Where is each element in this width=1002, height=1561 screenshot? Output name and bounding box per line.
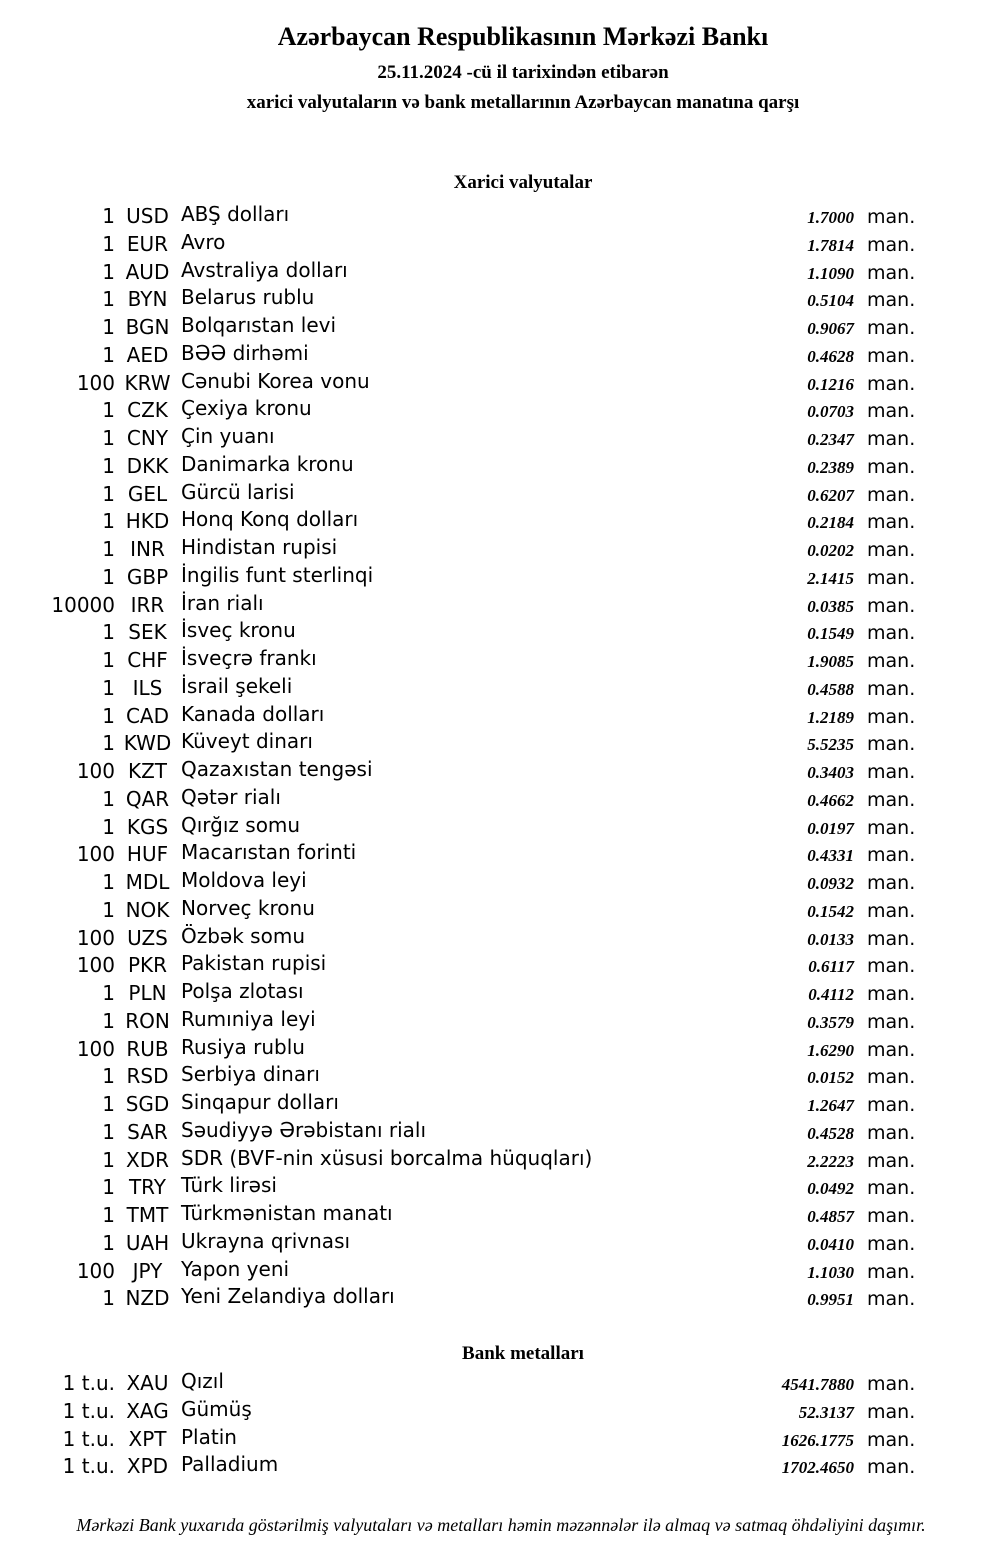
rate-value: 1.9085 [807, 652, 854, 671]
metals-table [0, 1370, 1002, 1481]
unit-label: man. [867, 344, 916, 367]
currency-name: Qazaxıstan tengəsi [181, 757, 373, 781]
rate-value: 1.2189 [807, 707, 854, 727]
metal-code: XAG [126, 1398, 169, 1423]
table-row [0, 758, 1002, 786]
rate-value: 1.6290 [807, 1040, 854, 1060]
currency-name: Honq Konq dolları [181, 507, 359, 532]
metal-name: Qızıl [181, 1369, 224, 1393]
rate-value: 1.2647 [807, 1096, 854, 1115]
metals-section-title: Bank metalları [462, 1343, 584, 1364]
unit-label: man. [867, 566, 916, 589]
currency-name: Ukrayna qrivnası [181, 1228, 351, 1253]
table-row [0, 952, 1002, 980]
currency-code: ILS [132, 675, 163, 700]
metal-code: XPT [128, 1426, 167, 1451]
page-subtitle: xarici valyutaların və bank metallarının Azərbaycan manatına qarşı [246, 92, 800, 113]
currency-name: Kanada dolları [181, 701, 325, 726]
currency-name: Polşa zlotası [181, 979, 304, 1003]
rate-value: 0.0410 [807, 1234, 854, 1254]
rate-value: 0.1216 [807, 374, 854, 394]
table-row [0, 897, 1002, 925]
table-row [0, 814, 1002, 842]
currency-name: SDR (BVF-nin xüsusi borcalma hüquqları) [181, 1145, 593, 1170]
quantity-cell: 1 [102, 1230, 115, 1255]
rate-value: 0.4857 [807, 1207, 854, 1226]
rate-value: 0.0133 [807, 929, 854, 949]
quantity-cell: 1 [102, 453, 115, 478]
unit-label: man. [867, 539, 916, 561]
currency-name: Moldova leyi [181, 868, 307, 892]
currency-name: Çexiya kronu [181, 396, 312, 421]
currency-name: Çin yuanı [181, 424, 275, 448]
currency-name: Hindistan rupisi [181, 535, 338, 559]
metal-code: XAU [126, 1371, 169, 1395]
quantity-cell: 1 [102, 1286, 115, 1311]
table-row [0, 481, 1002, 509]
unit-label: man. [867, 1428, 916, 1451]
quantity-cell: 100 [76, 759, 115, 783]
currency-name: Yapon yeni [181, 1256, 290, 1281]
currency-code: GBP [126, 564, 169, 589]
table-row [0, 203, 1002, 231]
quantity-cell: 1 [102, 675, 115, 700]
table-row [0, 1036, 1002, 1064]
rate-value: 0.0492 [807, 1179, 854, 1199]
quantity-cell: 1 [102, 564, 115, 589]
rate-value: 0.9951 [807, 1290, 854, 1310]
unit-label: man. [867, 761, 916, 783]
quantity-cell: 1 [102, 231, 115, 256]
currency-name: Norveç kronu [181, 895, 315, 920]
currency-code: TRY [128, 1175, 167, 1200]
table-row [0, 841, 1002, 869]
table-row [0, 1147, 1002, 1175]
rate-value: 0.0197 [807, 818, 854, 838]
quantity-cell: 1 [102, 398, 115, 423]
currency-code: INR [130, 537, 165, 561]
currency-code: HUF [126, 842, 169, 867]
table-row [0, 1258, 1002, 1286]
table-row [0, 869, 1002, 897]
rate-value: 1.1090 [807, 263, 854, 283]
rate-value: 1.1030 [807, 1262, 854, 1282]
table-row [0, 508, 1002, 536]
unit-label: man. [867, 677, 916, 700]
unit-label: man. [867, 733, 916, 756]
unit-label: man. [867, 233, 916, 256]
quantity-cell: 10000 [51, 592, 115, 617]
rate-value: 0.4628 [807, 346, 854, 366]
table-row [0, 1008, 1002, 1036]
table-row [0, 1091, 1002, 1119]
quantity-cell: 1 [102, 342, 115, 367]
quantity-cell: 1 [102, 703, 115, 728]
currency-name: Səudiyyə Ərəbistanı rialı [181, 1117, 427, 1142]
rate-value: 0.4662 [807, 790, 854, 810]
table-row [0, 1174, 1002, 1202]
rate-value: 0.0932 [807, 874, 854, 893]
rate-value: 0.2389 [807, 457, 854, 477]
currency-name: Rusiya rublu [181, 1034, 305, 1059]
unit-label: man. [867, 1094, 916, 1116]
unit-label: man. [867, 983, 916, 1005]
currency-name: Pakistan rupisi [181, 951, 327, 976]
rate-value: 0.2347 [807, 430, 854, 449]
table-row [0, 703, 1002, 731]
unit-label: man. [867, 206, 916, 228]
unit-label: man. [867, 1149, 916, 1172]
currency-name: Serbiya dinarı [181, 1062, 320, 1087]
unit-label: man. [867, 844, 916, 867]
table-row [0, 1285, 1002, 1313]
rate-value: 0.6207 [807, 485, 854, 505]
rate-value: 4541.7880 [781, 1375, 854, 1394]
currency-name: Yeni Zelandiya dolları [181, 1284, 395, 1309]
quantity-cell: 1 [102, 1147, 115, 1172]
rate-value: 0.4588 [807, 679, 854, 699]
quantity-cell: 100 [76, 842, 115, 867]
page-title: Azərbaycan Respublikasının Mərkəzi Bankı [277, 22, 769, 51]
rate-value: 0.2184 [807, 513, 854, 533]
unit-label: man. [867, 622, 916, 645]
rate-value: 0.9067 [807, 319, 854, 338]
quantity-cell: 1 [102, 897, 115, 922]
unit-label: man. [867, 317, 916, 339]
currency-code: XDR [126, 1147, 169, 1172]
unit-label: man. [867, 1400, 916, 1423]
unit-label: man. [867, 927, 916, 950]
currency-code: CNY [126, 426, 169, 450]
quantity-cell: 1 [102, 648, 115, 672]
quantity-cell: 1 [102, 1092, 115, 1116]
metal-name: Platin [181, 1424, 237, 1449]
rate-value: 0.0152 [807, 1068, 854, 1088]
quantity-cell: 100 [76, 370, 115, 395]
quantity-cell: 1 [102, 481, 115, 506]
rate-value: 52.3137 [798, 1402, 854, 1422]
metal-code: XPD [126, 1454, 169, 1479]
document-header [0, 0, 1002, 114]
unit-label: man. [867, 788, 916, 811]
quantity-cell: 1 t.u. [62, 1454, 115, 1479]
rate-value: 5.5235 [807, 735, 854, 755]
quantity-cell: 1 [102, 786, 115, 811]
unit-label: man. [867, 1066, 916, 1089]
quantity-cell: 1 t.u. [62, 1426, 115, 1451]
unit-label: man. [867, 1010, 916, 1033]
metal-name: Gümüş [181, 1396, 252, 1421]
quantity-cell: 1 [102, 1064, 115, 1089]
unit-label: man. [867, 650, 916, 672]
quantity-cell: 1 [102, 870, 115, 894]
unit-label: man. [867, 872, 916, 894]
currency-name: Macarıstan forinti [181, 840, 357, 865]
currency-code: SAR [127, 1119, 168, 1144]
currency-code: HKD [125, 509, 170, 534]
currency-name: İngilis funt sterlinqi [181, 562, 374, 587]
quantity-cell: 1 [102, 315, 115, 339]
unit-label: man. [867, 899, 916, 922]
unit-label: man. [867, 289, 916, 312]
currency-code: BYN [127, 287, 168, 312]
unit-label: man. [867, 594, 916, 617]
table-row [0, 259, 1002, 287]
currencies-section-title: Xarici valyutalar [453, 172, 593, 193]
quantity-cell: 100 [76, 925, 115, 950]
currency-code: KRW [124, 370, 171, 395]
currency-code: SEK [128, 620, 167, 645]
currency-code: GEL [127, 481, 168, 506]
rate-value: 0.6117 [808, 957, 854, 977]
unit-label: man. [867, 1177, 916, 1200]
unit-label: man. [867, 705, 916, 728]
effective-date: 25.11.2024 -cü il tarixindən etibarən [377, 62, 669, 83]
currency-name: Rumıniya leyi [181, 1006, 316, 1031]
table-row [0, 425, 1002, 453]
metal-name: Palladium [181, 1452, 279, 1477]
table-row [0, 1202, 1002, 1230]
table-row [0, 619, 1002, 647]
currency-code: JPY [132, 1258, 163, 1283]
quantity-cell: 1 [102, 204, 115, 228]
currency-code: PLN [128, 981, 167, 1005]
quantity-cell: 1 [102, 1203, 115, 1227]
currency-code: BGN [125, 315, 170, 339]
currency-name: Sinqapur dolları [181, 1090, 339, 1114]
currency-name: Türkmənistan manatı [181, 1201, 393, 1225]
rate-value: 0.0385 [807, 596, 854, 616]
table-row [0, 675, 1002, 703]
rate-value: 1702.4650 [781, 1458, 854, 1478]
unit-label: man. [867, 483, 916, 506]
rate-value: 2.1415 [807, 568, 854, 588]
table-row [0, 730, 1002, 758]
currency-name: İsveçrə frankı [181, 646, 317, 670]
currency-code: PKR [127, 953, 168, 978]
rate-value: 0.5104 [807, 291, 854, 311]
table-row [0, 397, 1002, 425]
currency-name: Avro [181, 229, 226, 254]
unit-label: man. [867, 1205, 916, 1227]
currency-code: UAH [125, 1230, 170, 1255]
unit-label: man. [867, 1232, 916, 1255]
quantity-cell: 1 [102, 981, 115, 1005]
currency-code: CAD [125, 703, 170, 728]
table-row [0, 786, 1002, 814]
quantity-cell: 1 [102, 731, 115, 756]
unit-label: man. [867, 1260, 916, 1283]
rate-value: 1.7000 [807, 208, 854, 227]
currency-name: İsveç kronu [181, 618, 296, 643]
table-row [0, 592, 1002, 620]
unit-label: man. [867, 261, 916, 284]
currency-code: EUR [126, 231, 169, 256]
rate-value: 0.4528 [807, 1123, 854, 1143]
quantity-cell: 1 [102, 1008, 115, 1033]
quantity-cell: 1 [102, 1119, 115, 1144]
currency-code: CZK [127, 398, 168, 423]
table-row [0, 925, 1002, 953]
rate-value: 0.3403 [807, 763, 854, 782]
unit-label: man. [867, 1121, 916, 1144]
table-row [0, 1119, 1002, 1147]
quantity-cell: 100 [76, 953, 115, 978]
quantity-cell: 100 [76, 1258, 115, 1283]
table-row [0, 342, 1002, 370]
currency-code: USD [126, 204, 169, 228]
unit-label: man. [867, 955, 916, 978]
unit-label: man. [867, 400, 916, 423]
table-row [0, 536, 1002, 564]
quantity-cell: 1 [102, 259, 115, 284]
currency-name: Özbək somu [181, 923, 305, 948]
unit-label: man. [867, 1038, 916, 1061]
currency-name: Avstraliya dolları [181, 257, 348, 282]
currency-name: İran rialı [181, 590, 264, 615]
rate-value: 0.1549 [807, 624, 854, 644]
currency-code: KZT [127, 759, 168, 783]
quantity-cell: 1 t.u. [62, 1371, 115, 1395]
rate-value: 0.4331 [807, 846, 854, 866]
table-row [0, 370, 1002, 398]
currency-code: KGS [126, 814, 169, 839]
currency-code: QAR [125, 786, 170, 811]
table-row [0, 1063, 1002, 1091]
currency-code: NZD [125, 1286, 170, 1311]
currency-code: RUB [126, 1036, 169, 1061]
currency-code: KWD [123, 731, 172, 756]
currencies-table [0, 203, 1002, 1313]
table-row [0, 1370, 1002, 1398]
currency-code: NOK [125, 897, 170, 922]
currency-code: DKK [126, 453, 169, 478]
currency-code: CHF [127, 648, 168, 672]
rate-value: 0.1542 [807, 901, 854, 921]
table-row [0, 564, 1002, 592]
table-row [0, 1398, 1002, 1426]
currency-name: İsrail şekeli [181, 673, 293, 698]
currency-code: IRR [130, 592, 165, 617]
currency-name: Türk lirəsi [181, 1173, 277, 1198]
obligation-note: Mərkəzi Bank yuxarıda göstərilmiş valyutaları və metalları həmin məzənnələr ilə almaq və satmaq öhdəliyini daşımır. [76, 1515, 926, 1535]
rate-value: 1626.1775 [781, 1430, 854, 1450]
quantity-cell: 1 [102, 814, 115, 839]
quantity-cell: 1 t.u. [62, 1398, 115, 1423]
rate-value: 0.0703 [807, 402, 854, 422]
rate-value: 0.3579 [807, 1012, 854, 1032]
currency-code: AED [126, 342, 169, 367]
table-row [0, 314, 1002, 342]
currency-code: UZS [127, 925, 168, 950]
currency-code: RON [125, 1008, 170, 1033]
currency-code: AUD [125, 259, 170, 284]
currency-name: Gürcü larisi [181, 479, 295, 504]
currency-code: TMT [126, 1203, 169, 1227]
currency-name: Belarus rublu [181, 285, 315, 310]
rate-value: 0.0202 [807, 541, 854, 560]
unit-label: man. [867, 428, 916, 450]
currency-name: Küveyt dinarı [181, 729, 313, 754]
quantity-cell: 1 [102, 426, 115, 450]
quantity-cell: 1 [102, 509, 115, 534]
unit-label: man. [867, 816, 916, 839]
table-row [0, 286, 1002, 314]
rate-value: 0.4112 [808, 985, 854, 1004]
unit-label: man. [867, 372, 916, 395]
unit-label: man. [867, 1456, 916, 1479]
currency-code: RSD [126, 1064, 169, 1089]
table-row [0, 1230, 1002, 1258]
currency-code: SGD [125, 1092, 170, 1116]
table-row [0, 647, 1002, 675]
currency-name: BƏƏ dirhəmi [181, 340, 309, 365]
quantity-cell: 1 [102, 620, 115, 645]
quantity-cell: 1 [102, 537, 115, 561]
unit-label: man. [867, 455, 916, 478]
table-row [0, 1426, 1002, 1454]
currency-name: Cənubi Korea vonu [181, 368, 370, 393]
rate-value: 2.2223 [807, 1151, 854, 1171]
currency-name: Qətər rialı [181, 784, 281, 809]
currency-code: MDL [125, 870, 170, 894]
table-row [0, 980, 1002, 1008]
unit-label: man. [867, 511, 916, 534]
unit-label: man. [867, 1373, 916, 1395]
table-row [0, 231, 1002, 259]
currency-name: Danimarka kronu [181, 451, 354, 476]
currency-name: Qırğız somu [181, 812, 301, 837]
quantity-cell: 100 [76, 1036, 115, 1061]
quantity-cell: 1 [102, 287, 115, 312]
unit-label: man. [867, 1288, 916, 1311]
table-row [0, 453, 1002, 481]
table-row [0, 1453, 1002, 1481]
currency-name: ABŞ dolları [181, 202, 290, 226]
currency-name: Bolqarıstan levi [181, 313, 337, 337]
quantity-cell: 1 [102, 1175, 115, 1200]
rate-value: 1.7814 [807, 235, 854, 255]
